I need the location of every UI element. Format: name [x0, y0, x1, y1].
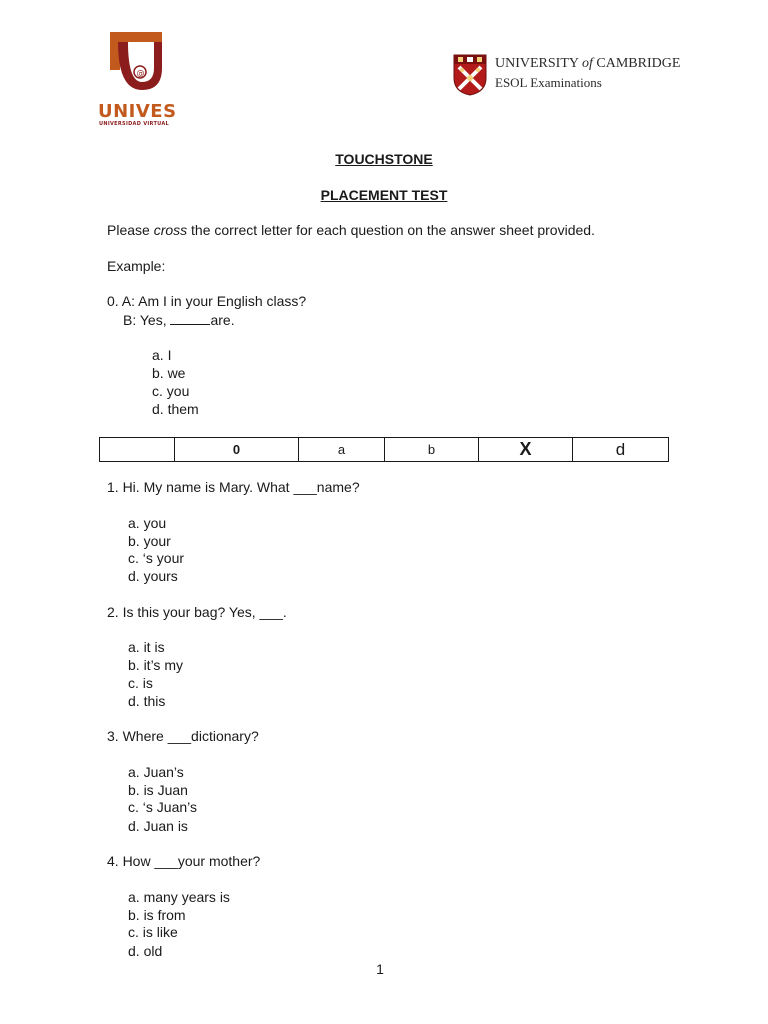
svg-text:@: @ — [136, 68, 145, 78]
page-number: 1 — [376, 961, 384, 977]
question-option: b. is from — [128, 907, 186, 923]
instruction — [107, 222, 595, 238]
unives-subline: UNIVERSIDAD VIRTUAL — [99, 121, 170, 127]
cambridge-title — [495, 56, 680, 72]
question-option: c. is like — [128, 924, 178, 940]
unives-emblem-icon — [96, 28, 176, 100]
question-option: c. is — [128, 675, 153, 691]
question-option: d. yours — [128, 568, 178, 584]
example-question-b-pre: B: Yes, — [123, 312, 171, 328]
example-option: a. I — [152, 347, 172, 363]
question-option: a. Juan’s — [128, 764, 184, 780]
example-question-b-post: are. — [210, 312, 235, 328]
example-option: d. them — [152, 401, 199, 417]
cambridge-title-a: UNIVERSITY — [495, 56, 579, 71]
question-option: a. you — [128, 515, 167, 531]
answer-blank — [170, 312, 210, 325]
example-option: c. you — [152, 383, 190, 399]
question-option: a. it is — [128, 639, 165, 655]
instruction-emphasis: cross — [153, 222, 188, 238]
question-option: b. is Juan — [128, 782, 188, 798]
instruction-text-b: the correct letter for each question on the answer sheet provided. — [187, 222, 595, 238]
answer-cell-b: b — [385, 438, 479, 462]
answer-cell-number: 0 — [175, 438, 299, 462]
question-prompt: 4. How ___your mother? — [107, 853, 261, 869]
question-option: c. ‘s Juan’s — [128, 799, 197, 815]
question-option: b. your — [128, 533, 171, 549]
cambridge-title-c: CAMBRIDGE — [596, 56, 681, 71]
question-option: b. it’s my — [128, 657, 183, 673]
unives-logo — [96, 28, 186, 130]
question-option: d. Juan is — [128, 818, 188, 834]
question-option: c. ‘s your — [128, 550, 185, 566]
unives-wordmark: UNIVES — [98, 101, 177, 122]
answer-cell-a: a — [299, 438, 385, 462]
example-question-b — [123, 312, 235, 328]
answer-sheet-row — [99, 437, 669, 462]
answer-cell-c-crossed[interactable]: X — [479, 438, 573, 462]
cambridge-subtitle: ESOL Examinations — [495, 75, 602, 90]
page-title: TOUCHSTONE — [335, 151, 433, 167]
question-option: d. this — [128, 693, 166, 709]
question-prompt: 2. Is this your bag? Yes, ___. — [107, 604, 287, 620]
question-option: a. many years is — [128, 889, 230, 905]
answer-cell-blank — [100, 438, 175, 462]
question-option: d. old — [128, 943, 163, 959]
example-question-a: 0. A: Am I in your English class? — [107, 293, 307, 309]
cambridge-title-of: of — [581, 56, 593, 71]
cambridge-shield-icon — [453, 54, 487, 96]
example-option: b. we — [152, 365, 186, 381]
question-prompt: 3. Where ___dictionary? — [107, 728, 259, 744]
instruction-text-a: Please — [107, 222, 154, 238]
answer-cell-d: d — [573, 438, 669, 462]
page-subtitle: PLACEMENT TEST — [320, 187, 448, 203]
example-label: Example: — [107, 258, 166, 274]
question-prompt: 1. Hi. My name is Mary. What ___name? — [107, 479, 360, 495]
